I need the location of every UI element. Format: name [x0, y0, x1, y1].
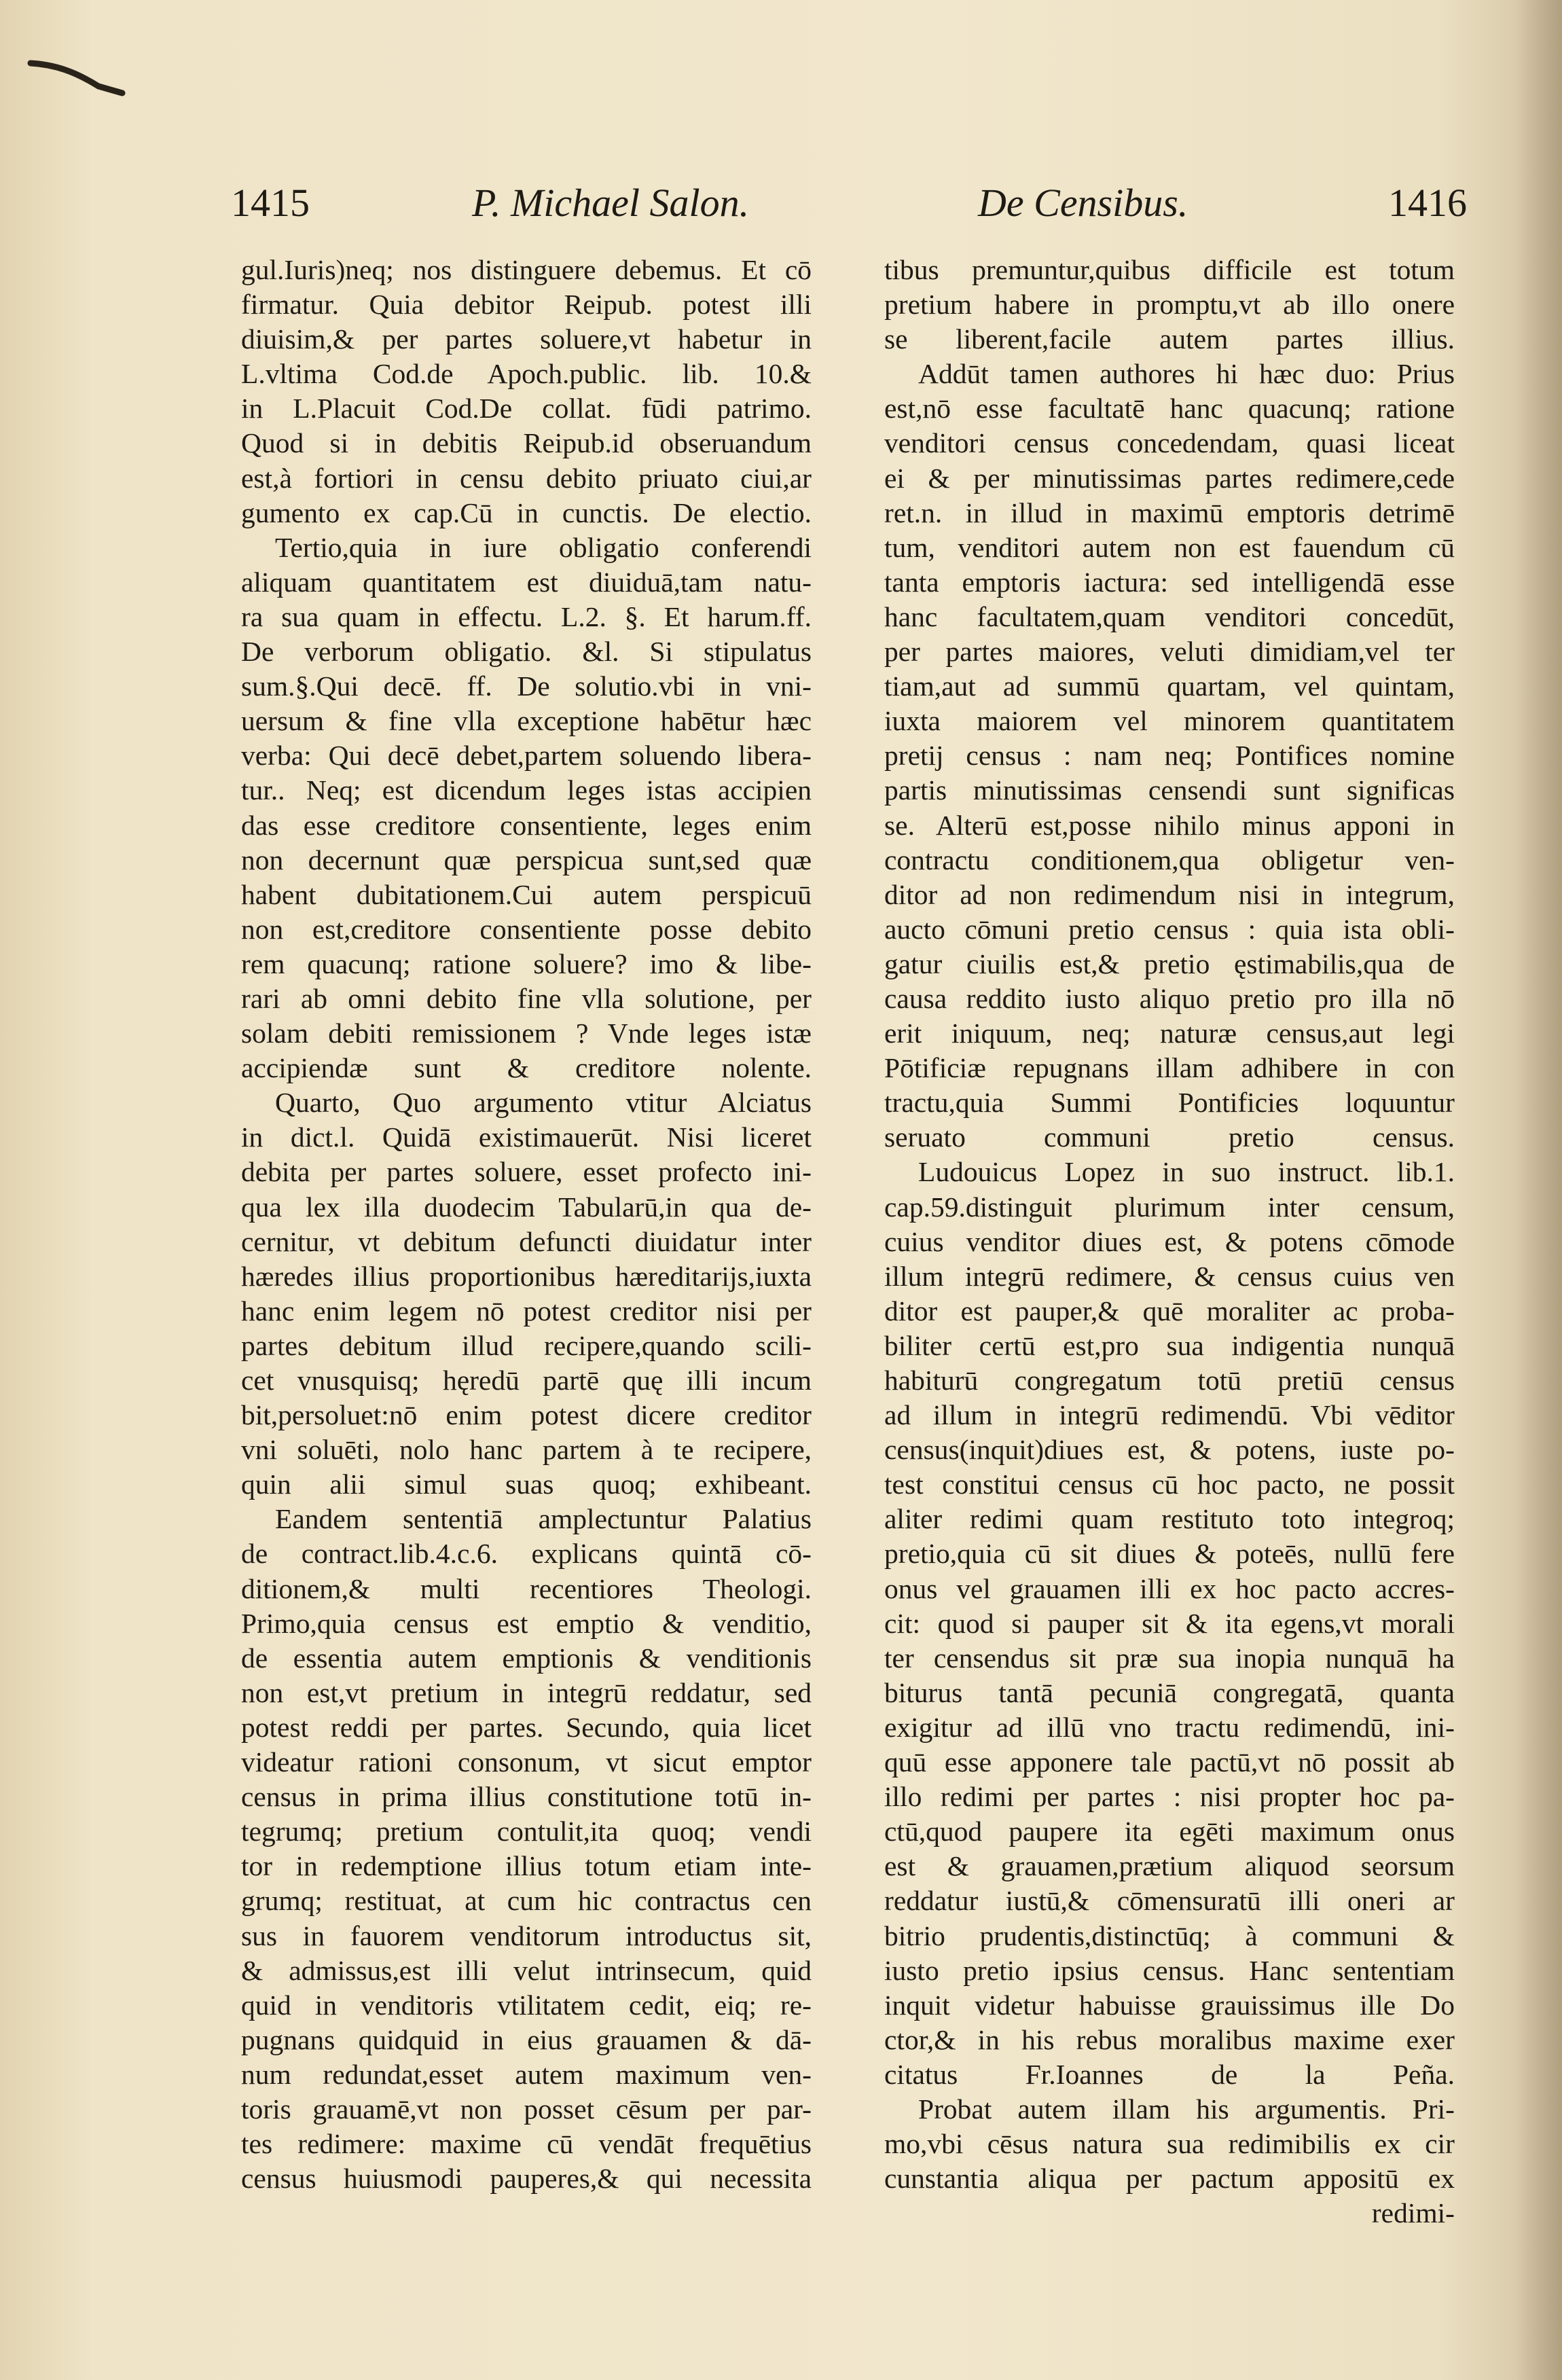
right-column [884, 253, 1455, 2231]
text-line: causa reddito iusto aliquo pretio pro illa nō [884, 982, 1455, 1014]
text-line: vni soluēti, nolo hanc partem à te recipere, [241, 1434, 812, 1466]
text-line: de contract.lib.4.c.6. explicans quintā cō- [241, 1538, 812, 1570]
ink-mark-icon [27, 51, 129, 98]
text-line: das esse creditore consentiente, leges enim [241, 809, 812, 841]
text-line: ter censendus sit præ sua inopia nunquā ha [884, 1642, 1455, 1674]
text-line: habent dubitationem.Cui autem perspicuū [241, 878, 812, 910]
text-line: non est,vt pretium in integrū reddatur, sed [241, 1676, 812, 1708]
text-line: ad illum in integrū redimendū. Vbi vēditor [884, 1399, 1455, 1431]
text-line: hanc enim legem nō potest creditor nisi per [241, 1295, 812, 1327]
text-line: cernitur, vt debitum defuncti diuidatur inter [241, 1225, 812, 1257]
catchword: redimi- [1371, 2197, 1455, 2229]
text-line: firmatur. Quia debitor Reipub. potest illi [241, 289, 812, 321]
text-line: debita per partes soluere, esset profecto ini- [241, 1156, 812, 1188]
text-line: ditor ad non redimendum nisi in integrum, [884, 878, 1455, 910]
text-line: erit iniquum, neq; naturæ census,aut legi [884, 1017, 1455, 1049]
text-line: De verborum obligatio. &l. Si stipulatus [241, 636, 812, 668]
text-line: Tertio,quia in iure obligatio conferendi [275, 531, 812, 563]
text-line: cit: quod si pauper sit & ita egens,vt morali [884, 1607, 1455, 1639]
text-line: gatur ciuilis est,& pretio ęstimabilis,qua de [884, 948, 1455, 979]
running-head-title: De Censibus. [978, 181, 1188, 225]
text-line: rari ab omni debito fine vlla solutione, per [241, 982, 812, 1014]
text-line: se liberent,facile autem partes illius. [884, 323, 1455, 355]
text-line: Quod si in debitis Reipub.id obseruandum [241, 427, 812, 459]
text-line: quin alii simul suas quoq; exhibeant. [241, 1468, 812, 1500]
text-line: illum integrū redimere, & census cuius ven [884, 1260, 1455, 1292]
text-line: tum, venditori autem non est fauendum cū [884, 531, 1455, 563]
text-line: tanta emptoris iactura: sed intelligendā esse [884, 566, 1455, 598]
running-header [231, 180, 1467, 234]
page-number-left: 1415 [231, 181, 310, 225]
text-line: aucto cōmuni pretio census : quia ista obli- [884, 913, 1455, 945]
text-line: venditori census concedendam, quasi liceat [884, 427, 1455, 459]
text-line: videatur rationi consonum, vt sicut emptor [241, 1746, 812, 1778]
text-line: tor in redemptione illius totum etiam inte- [241, 1850, 812, 1882]
text-line: sum.§.Qui decē. ff. De solutio.vbi in vni- [241, 670, 812, 702]
text-line: tiam,aut ad summū quartam, vel quintam, [884, 670, 1455, 702]
text-line: Probat autem illam his argumentis. Pri- [918, 2093, 1455, 2125]
text-line: tibus premuntur,quibus difficile est totum [884, 254, 1455, 285]
text-line: contractu conditionem,qua obligetur ven- [884, 844, 1455, 876]
text-line: grumq; restituat, at cum hic contractus cen [241, 1885, 812, 1917]
text-line: pretio,quia cū sit diues & poteēs, nullū fere [884, 1538, 1455, 1570]
text-line: Primo,quia census est emptio & venditio, [241, 1607, 812, 1639]
text-line: ei & per minutissimas partes redimere,cede [884, 462, 1455, 494]
text-line: tractu,quia Summi Pontificies loquuntur [884, 1087, 1455, 1119]
text-line: in dict.l. Quidā existimauerūt. Nisi liceret [241, 1121, 812, 1153]
page-number-right: 1416 [1388, 181, 1467, 225]
text-line: non est,creditore consentiente posse debito [241, 913, 812, 945]
text-line: cet vnusquisq; hęredū partē quę illi incum [241, 1365, 812, 1396]
text-line: iusto pretio ipsius census. Hanc sententiam [884, 1954, 1455, 1986]
text-line: hanc facultatem,quam venditori concedūt, [884, 600, 1455, 632]
text-line: census(inquit)diues est, & potens, iuste po- [884, 1434, 1455, 1466]
text-line: iuxta maiorem vel minorem quantitatem [884, 705, 1455, 737]
text-line: quid in venditoris vtilitatem cedit, eiq; re- [241, 1989, 812, 2021]
text-line: aliter redimi quam restituto toto integroq; [884, 1503, 1455, 1535]
text-line: in L.Placuit Cod.De collat. fūdi patrimo. [241, 393, 812, 425]
text-line: Addūt tamen authores hi hæc duo: Prius [918, 358, 1455, 390]
text-line: citatus Fr.Ioannes de la Peña. [884, 2058, 1455, 2090]
text-line: ditor est pauper,& quē moraliter ac proba- [884, 1295, 1455, 1327]
text-line: gumento ex cap.Cū in cunctis. De electio. [241, 497, 812, 528]
text-line: exigitur ad illū vno tractu redimendū, ini- [884, 1711, 1455, 1743]
text-line: seruato communi pretio census. [884, 1121, 1455, 1153]
text-line: bit,persoluet:nō enim potest dicere creditor [241, 1399, 812, 1431]
text-line: toris grauamē,vt non posset cēsum per par- [241, 2093, 812, 2125]
text-line: potest reddi per partes. Secundo, quia licet [241, 1711, 812, 1743]
text-line: tur.. Neq; est dicendum leges istas accipien [241, 774, 812, 806]
text-line: diuisim,& per partes soluere,vt habetur in [241, 323, 812, 355]
text-line: cap.59.distinguit plurimum inter censum, [884, 1191, 1455, 1223]
text-line: ctor,& in his rebus moralibus maxime exer [884, 2023, 1455, 2055]
text-line: biturus tantā pecuniā congregatā, quanta [884, 1676, 1455, 1708]
text-line: ra sua quam in effectu. L.2. §. Et harum.ff. [241, 600, 812, 632]
text-line: tes redimere: maxime cū vendāt frequētius [241, 2128, 812, 2160]
text-line: reddatur iustū,& cōmensuratū illi oneri ar [884, 1885, 1455, 1917]
text-line: de essentia autem emptionis & venditionis [241, 1642, 812, 1674]
text-line: partis minutissimas censendi sunt significas [884, 774, 1455, 806]
text-line: biliter certū est,pro sua indigentia nunquā [884, 1329, 1455, 1361]
text-line: sus in fauorem venditorum introductus sit, [241, 1919, 812, 1951]
text-line: cuius venditor diues est, & potens cōmode [884, 1225, 1455, 1257]
text-line: Eandem sententiā amplectuntur Palatius [275, 1503, 812, 1535]
text-line: gul.Iuris)neq; nos distinguere debemus. Et cō [241, 254, 812, 285]
text-line: cunstantia aliqua per pactum appositū ex [884, 2163, 1455, 2195]
text-line: est,à fortiori in censu debito priuato ciui,ar [241, 462, 812, 494]
text-line: per partes maiores, veluti dimidiam,vel ter [884, 636, 1455, 668]
text-line: non decernunt quæ perspicua sunt,sed quæ [241, 844, 812, 876]
text-line: ctū,quod paupere ita egēti maximum onus [884, 1816, 1455, 1847]
left-column [241, 253, 812, 2196]
text-line: mo,vbi cēsus natura sua redimibilis ex cir [884, 2128, 1455, 2160]
text-line: bitrio prudentis,distinctūq; à communi & [884, 1919, 1455, 1951]
text-line: qua lex illa duodecim Tabularū,in qua de- [241, 1191, 812, 1223]
text-line: rem quacunq; ratione soluere? imo & libe- [241, 948, 812, 979]
text-line: inquit videtur habuisse grauissimus ille Do [884, 1989, 1455, 2021]
text-line: quū esse apponere tale pactū,vt nō possit ab [884, 1746, 1455, 1778]
text-line: census in prima illius constitutione totū in- [241, 1781, 812, 1813]
text-line: ditionem,& multi recentiores Theologi. [241, 1572, 812, 1604]
text-line: Pōtificiæ repugnans illam adhibere in con [884, 1052, 1455, 1084]
text-line: hæredes illius proportionibus hæreditarijs,iuxta [241, 1260, 812, 1292]
text-line: pugnans quidquid in eius grauamen & dā- [241, 2023, 812, 2055]
text-line: aliquam quantitatem est diuiduā,tam natu- [241, 566, 812, 598]
text-line: partes debitum illud recipere,quando scili- [241, 1329, 812, 1361]
text-line: accipiendæ sunt & creditore nolente. [241, 1052, 812, 1084]
text-line: pretij census : nam neq; Pontifices nomine [884, 740, 1455, 772]
text-line: uersum & fine vlla exceptione habētur hæc [241, 705, 812, 737]
text-line: pretium habere in promptu,vt ab illo onere [884, 289, 1455, 321]
text-line: solam debiti remissionem ? Vnde leges istæ [241, 1017, 812, 1049]
text-line: Quarto, Quo argumento vtitur Alciatus [275, 1087, 812, 1119]
text-line: num redundat,esset autem maximum ven- [241, 2058, 812, 2090]
text-line: tegrumq; pretium contulit,ita quoq; vendi [241, 1816, 812, 1847]
text-line: se. Alterū est,posse nihilo minus apponi in [884, 809, 1455, 841]
text-line: verba: Qui decē debet,partem soluendo libera- [241, 740, 812, 772]
text-line: & admissus,est illi velut intrinsecum, quid [241, 1954, 812, 1986]
text-line: ret.n. in illud in maximū emptoris detrimē [884, 497, 1455, 528]
text-line: onus vel grauamen illi ex hoc pacto accres- [884, 1572, 1455, 1604]
text-line: illo redimi per partes : nisi propter hoc pa- [884, 1781, 1455, 1813]
text-line: habiturū congregatum totū pretiū census [884, 1365, 1455, 1396]
text-line: est,nō esse facultatē hanc quacunq; ratione [884, 393, 1455, 425]
running-head-author: P. Michael Salon. [472, 181, 750, 225]
gutter-shadow [1514, 0, 1562, 2380]
text-line: est & grauamen,prætium aliquod seorsum [884, 1850, 1455, 1882]
text-line: L.vltima Cod.de Apoch.public. lib. 10.& [241, 358, 812, 390]
text-line: test constitui census cū hoc pacto, ne possit [884, 1468, 1455, 1500]
text-line: census huiusmodi pauperes,& qui necessita [241, 2163, 812, 2195]
text-line: Ludouicus Lopez in suo instruct. lib.1. [918, 1156, 1455, 1188]
